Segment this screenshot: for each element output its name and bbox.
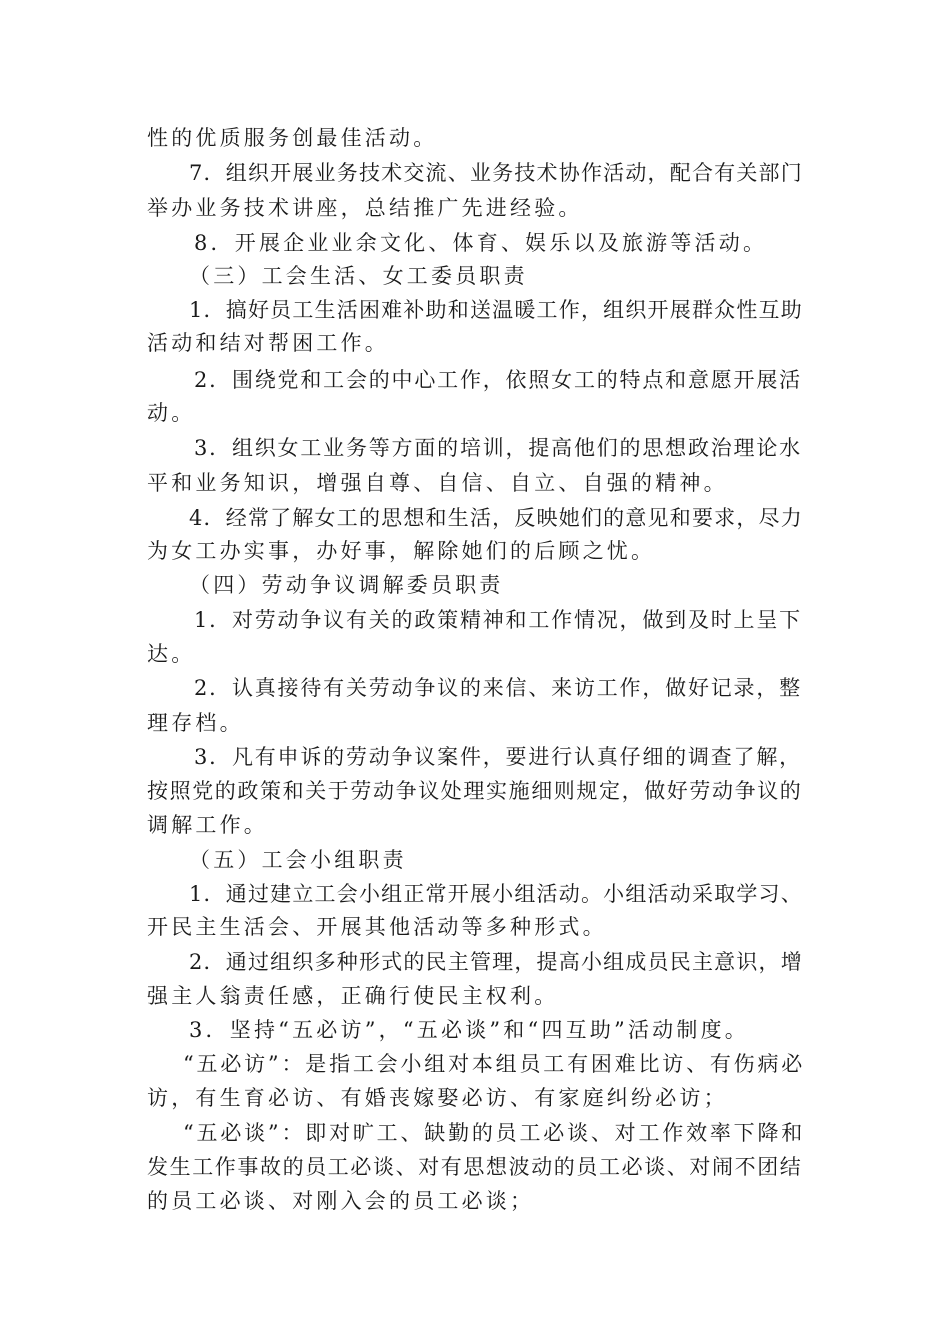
text-line: 1．搞好员工生活困难补助和送温暖工作，组织开展群众性互助 (189, 298, 803, 322)
text-line: 3．凡有申诉的劳动争议案件，要进行认真仔细的调查了解， (194, 745, 802, 769)
text-line: “五必谈”：即对旷工、缺勤的员工必谈、对工作效率下降和 (183, 1121, 806, 1145)
text-line: 理存档。 (147, 711, 244, 735)
text-line: 3．坚持“五必访”，“五必谈”和“四互助”活动制度。 (189, 1018, 749, 1042)
text-line: 为女工办实事，办好事，解除她们的后顾之忧。 (147, 539, 656, 563)
section-heading: （四）劳动争议调解委员职责 (189, 573, 504, 597)
text-line: 4．经常了解女工的思想和生活，反映她们的意见和要求，尽力 (189, 506, 803, 530)
text-line: 8．开展企业业余文化、体育、娱乐以及旅游等活动。 (194, 231, 768, 255)
text-line: 1．对劳动争议有关的政策精神和工作情况，做到及时上呈下 (194, 608, 802, 632)
text-line: 发生工作事故的员工必谈、对有思想波动的员工必谈、对闹不团结 (147, 1155, 803, 1179)
text-line: 调解工作。 (147, 813, 268, 837)
text-line: 性的优质服务创最佳活动。 (147, 126, 438, 150)
text-line: 达。 (147, 642, 196, 666)
text-line: 的员工必谈、对刚入会的员工必谈； (147, 1189, 535, 1213)
text-line: “五必访”：是指工会小组对本组员工有困难比访、有伤病必 (183, 1052, 806, 1076)
text-line: 7．组织开展业务技术交流、业务技术协作活动，配合有关部门 (189, 161, 803, 185)
section-heading: （三）工会生活、女工委员职责 (189, 264, 528, 288)
text-line: 按照党的政策和关于劳动争议处理实施细则规定，做好劳动争议的 (147, 779, 803, 803)
text-line: 1．通过建立工会小组正常开展小组活动。小组活动采取学习、 (189, 882, 803, 906)
text-line: 动。 (147, 401, 196, 425)
text-line: 强主人翁责任感，正确行使民主权利。 (147, 984, 559, 1008)
text-line: 2．围绕党和工会的中心工作，依照女工的特点和意愿开展活 (194, 368, 802, 392)
text-line: 3．组织女工业务等方面的培训，提高他们的思想政治理论水 (194, 436, 802, 460)
text-line: 访，有生育必访、有婚丧嫁娶必访、有家庭纠纷必访； (147, 1086, 728, 1110)
text-line: 开民主生活会、开展其他活动等多种形式。 (147, 915, 607, 939)
text-line: 举办业务技术讲座，总结推广先进经验。 (147, 196, 583, 220)
text-line: 2．认真接待有关劳动争议的来信、来访工作，做好记录，整 (194, 676, 802, 700)
text-line: 2．通过组织多种形式的民主管理，提高小组成员民主意识，增 (189, 950, 803, 974)
section-heading: （五）工会小组职责 (189, 848, 407, 872)
text-line: 平和业务知识，增强自尊、自信、自立、自强的精神。 (147, 471, 728, 495)
text-line: 活动和结对帮困工作。 (147, 331, 389, 355)
